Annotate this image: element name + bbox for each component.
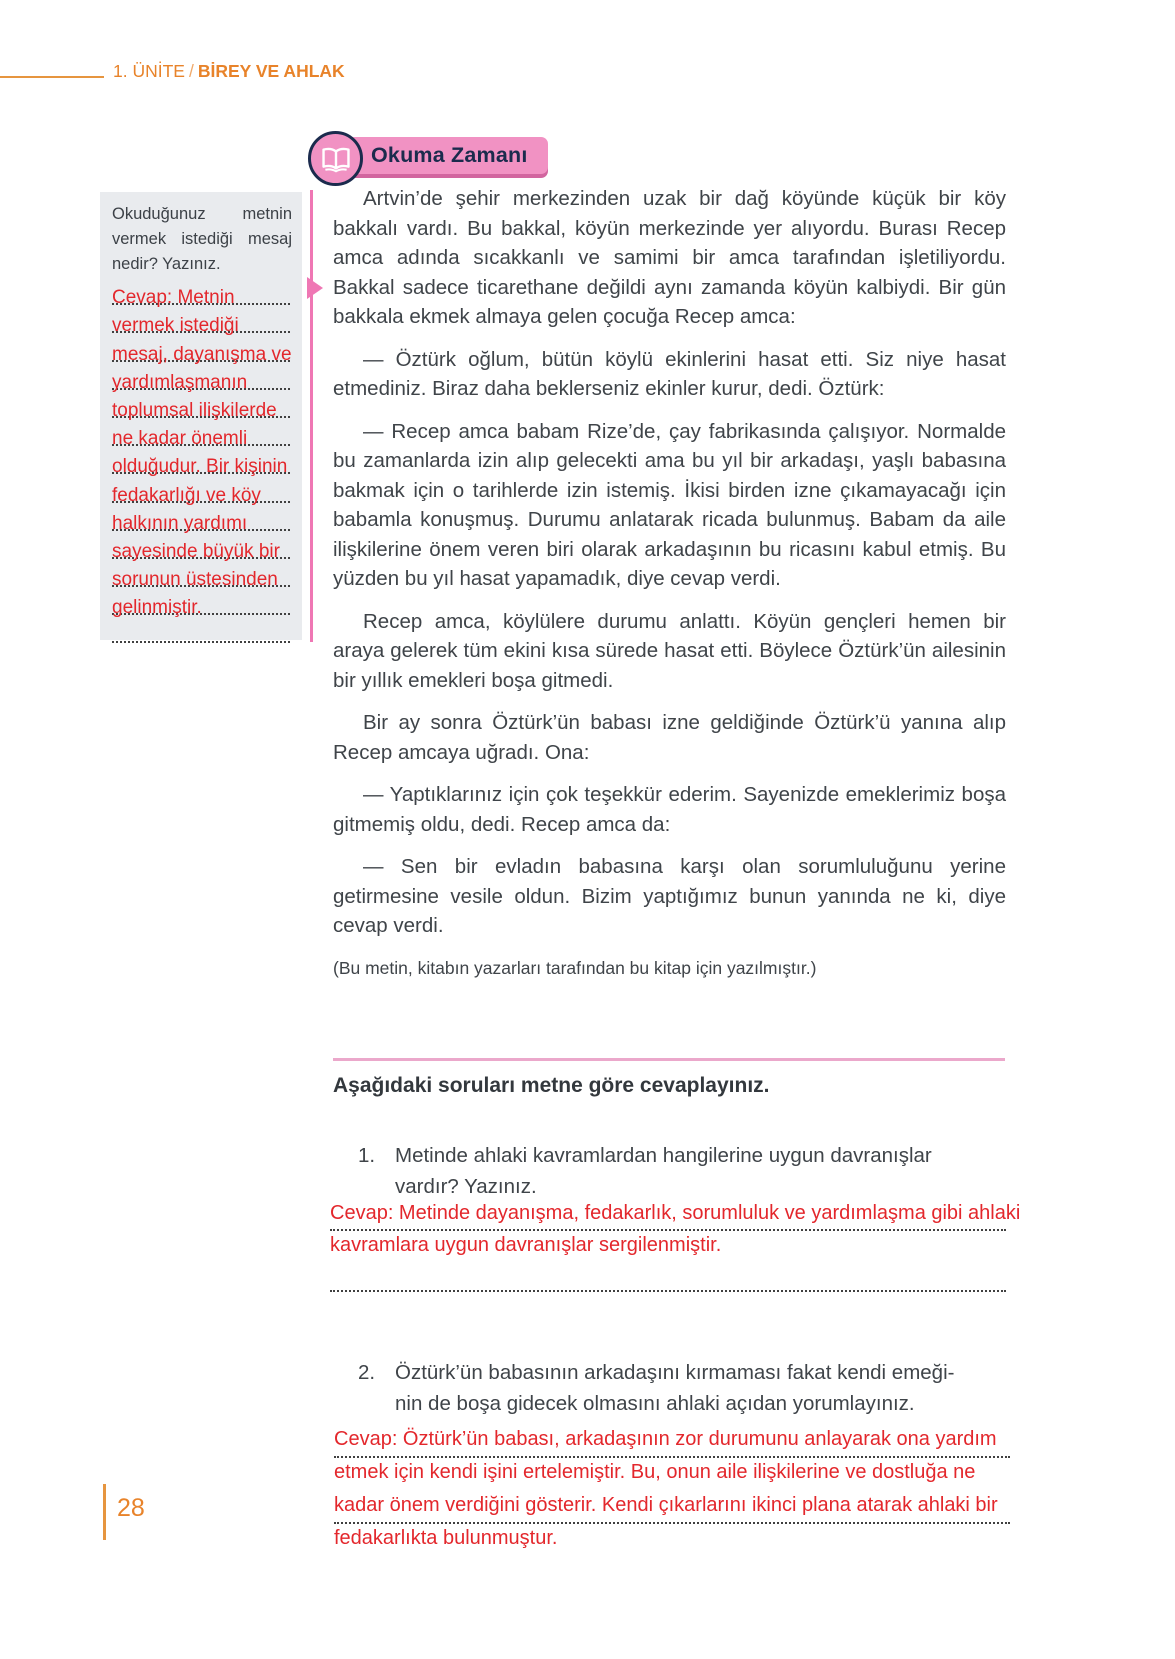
answer-text: kavramlara uygun davranışlar sergilenmiştir. (330, 1234, 722, 1256)
story-paragraph: — Sen bir evladın babasına karşı olan sorumluluğunu yerine getirmesine vesile oldun. Bizim yaptığımız bunun yanında ne ki, diye cevap verdi. (333, 855, 1006, 937)
dotted-line (112, 641, 290, 643)
unit-title: BİREY VE AHLAK (197, 61, 345, 81)
answer-2 (334, 1426, 1175, 1566)
margin-question-text: Okuduğunuz metnin vermek istediği mesaj nedir? Yazınız. (112, 205, 292, 273)
question-text-line: nin de boşa gidecek olmasını ahlaki açıdan yorumlayınız. (395, 1392, 915, 1415)
answer-line (334, 1426, 1175, 1459)
badge-background (335, 137, 548, 174)
unit-header-rule (0, 76, 104, 78)
question-text (395, 1357, 1006, 1419)
question-1 (358, 1140, 1006, 1202)
arrow-right-icon (307, 277, 323, 299)
answer-text: fedakarlıkta bulunmuştur. (334, 1527, 558, 1549)
question-number: 1. (358, 1144, 376, 1167)
margin-answer-line (112, 422, 292, 450)
question-text-line: Metinde ahlaki kavramlardan hangilerine uygun davranışlar (395, 1144, 932, 1167)
section-divider (333, 1058, 1005, 1061)
margin-answer-line (112, 619, 292, 647)
margin-answer-line (112, 394, 292, 422)
question-2 (358, 1357, 1006, 1419)
question-text-line: Öztürk’ün babasının arkadaşını kırmaması fakat kendi emeği- (395, 1361, 955, 1384)
margin-answer-line (112, 478, 292, 506)
story-paragraph: Bir ay sonra Öztürk’ün babası izne geldiğinde Öztürk’ü yanına alıp Recep amcaya uğradı. Ona: (333, 711, 1006, 764)
margin-answer-text: sorunun üstesinden (112, 569, 278, 591)
answer-line (330, 1232, 1175, 1264)
question-text-line: vardır? Yazınız. (395, 1175, 537, 1198)
answer-1 (330, 1200, 1175, 1270)
answer-line (334, 1525, 1175, 1558)
story-paragraph: — Yaptıklarınız için çok teşekkür ederim. Sayenizde emeklerimiz boşa gitmemiş oldu, dedi. Recep amca da: (333, 783, 1006, 836)
margin-answer-text: ne kadar önemli (112, 428, 248, 450)
story-paragraph: — Recep amca babam Rize’de, çay fabrikasında çalışıyor. Normalde bu zamanlarda izin alıp gelecekti ama bu yıl bir arkadaşı, yaşlı babasına bakmak için o tarihlerde izin istemiş. İkisi birden izne çıkamayacağı için babamla konuşmuş. Durumu anlatarak ricada bulunmuş. Babam da aile ilişkilerine önem veren biri olarak arkadaşının bu ricasını kabul etmiş. Bu yüzden bu yıl hasat yapamadık, diye cevap verdi. (333, 419, 1006, 590)
question-number: 2. (358, 1361, 376, 1384)
question-text (395, 1140, 1006, 1202)
answer-line (330, 1200, 1175, 1232)
answer-line (334, 1459, 1175, 1492)
answer-line (334, 1492, 1175, 1525)
unit-header (113, 61, 345, 82)
margin-answer-text: mesaj, dayanışma ve (112, 343, 292, 365)
margin-answer-line (112, 337, 292, 365)
open-book-icon (308, 131, 363, 186)
margin-answer-text: Cevap: Metnin (112, 287, 235, 309)
margin-answer-line (112, 591, 292, 619)
margin-answer-text: fedakarlığı ve köy (112, 484, 261, 506)
questions-header: Aşağıdaki soruları metne göre cevaplayınız. (333, 1074, 770, 1097)
margin-answer-text: gelinmiştir. (112, 597, 202, 619)
margin-answer-line (112, 563, 292, 591)
page-number-rule (103, 1484, 106, 1540)
unit-label: 1. ÜNİTE (113, 61, 185, 81)
margin-answer-text: olduğudur. Bir kişinin (112, 456, 288, 478)
pink-divider-line (310, 190, 313, 642)
story-paragraph: Artvin’de şehir merkezinden uzak bir dağ köyünde küçük bir köy bakkalı vardı. Bu bakkal, köyün merkezinde yer alıyordu. Burası Recep amca adında sıcakkanlı ve samimi bir amca tarafından işletiliyordu. Bakkal sadece ticarethane değildi aynı zamanda köyün kalbiydi. Bir gün bakkala ekmek almaya gelen çocuğa Recep amca: (333, 187, 1006, 328)
unit-separator: / (188, 61, 194, 81)
margin-answer-line (112, 366, 292, 394)
margin-question-box (100, 192, 302, 640)
reading-passage (333, 184, 1006, 996)
margin-answer-line (112, 309, 292, 337)
margin-answer-line (112, 507, 292, 535)
margin-answer-text: vermek istediği (112, 315, 239, 337)
page-number: 28 (117, 1494, 145, 1522)
answer-text: kadar önem verdiğini gösterir. Kendi çıkarlarını ikinci plana atarak ahlaki bir (334, 1494, 998, 1516)
answer-text: Cevap: Öztürk’ün babası, arkadaşının zor durumunu anlayarak ona yardım (334, 1428, 997, 1450)
story-paragraph: — Öztürk oğlum, bütün köylü ekinlerini hasat etti. Siz niye hasat etmediniz. Biraz daha beklerseniz ekinler kurur, dedi. Öztürk: (333, 347, 1006, 400)
source-citation: (Bu metin, kitabın yazarları tarafından bu kitap için yazılmıştır.) (333, 957, 817, 978)
margin-answer-line (112, 535, 292, 563)
margin-answer-line (112, 450, 292, 478)
margin-answer-text: sayesinde büyük bir (112, 540, 280, 562)
badge-label: Okuma Zamanı (371, 143, 528, 167)
margin-answer-line (112, 281, 292, 309)
answer-text: Cevap: Metinde dayanışma, fedakarlık, sorumluluk ve yardımlaşma gibi ahlaki (330, 1202, 1021, 1224)
dotted-line (330, 1290, 1006, 1292)
margin-answer-text: yardımlaşmanın (112, 371, 248, 393)
answer-text: etmek için kendi işini ertelemiştir. Bu, onun aile ilişkilerine ve dostluğa ne (334, 1461, 976, 1483)
story-paragraph: Recep amca, köylülere durumu anlattı. Köyün gençleri hemen bir araya gelerek tüm ekini kısa sürede hasat etti. Böylece Öztürk’ün ailesinin bir yıllık emekleri boşa gitmedi. (333, 609, 1006, 692)
margin-answer-text: halkının yardımı (112, 512, 248, 534)
margin-answer-text: toplumsal ilişkilerde (112, 399, 277, 421)
